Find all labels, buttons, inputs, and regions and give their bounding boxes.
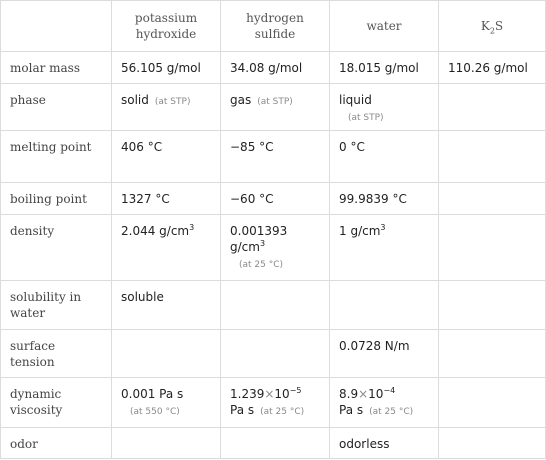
- cell-value: 34.08 g/mol: [221, 52, 330, 84]
- row-label-odor: odor: [1, 428, 112, 459]
- cell-empty: [439, 131, 546, 183]
- cell-value: 18.015 g/mol: [330, 52, 439, 84]
- cell-value: [330, 215, 439, 281]
- table-row: [1, 378, 546, 428]
- density-value: 2.044 g/cm: [121, 224, 190, 238]
- cell-empty: [112, 330, 221, 378]
- cell-value: [330, 84, 439, 131]
- cell-value: 0 °C: [330, 131, 439, 183]
- density-unit: g/cm: [230, 240, 260, 254]
- formula-subscript: 2: [489, 26, 495, 36]
- density-value: 1 g/cm: [339, 224, 381, 238]
- cell-value: [112, 378, 221, 428]
- header-hydrogen-sulfide: hydrogen sulfide: [221, 1, 330, 52]
- row-label-molar-mass: molar mass: [1, 52, 112, 84]
- condition-note: (at 25 °C): [239, 260, 284, 270]
- row-label-density: density: [1, 215, 112, 281]
- cell-value: [221, 84, 330, 131]
- row-label-phase: phase: [1, 84, 112, 131]
- cell-value: 110.26 g/mol: [439, 52, 546, 84]
- phase-value: solid: [121, 93, 149, 107]
- viscosity-mantissa: 1.239: [230, 387, 265, 401]
- cell-empty: [439, 378, 546, 428]
- power-base: 10: [368, 387, 384, 401]
- power-exponent: −5: [289, 386, 302, 395]
- condition-note: (at 550 °C): [130, 407, 180, 417]
- header-potassium-hydroxide: potassium hydroxide: [112, 1, 221, 52]
- cell-empty: [439, 215, 546, 281]
- cell-empty: [330, 281, 439, 330]
- table-row: [1, 428, 546, 459]
- phase-value: liquid: [339, 93, 372, 107]
- condition-note: (at 25 °C): [260, 407, 305, 417]
- unit-exponent: 3: [259, 239, 266, 248]
- table-row: [1, 131, 546, 183]
- cell-empty: [439, 330, 546, 378]
- formula-main: K: [480, 19, 490, 33]
- header-water: water: [330, 1, 439, 52]
- cell-value: [330, 378, 439, 428]
- table-row: [1, 281, 546, 330]
- viscosity-value: 0.001 Pa s: [121, 387, 184, 401]
- unit-exponent: 3: [380, 223, 386, 232]
- cell-value: 406 °C: [112, 131, 221, 183]
- cell-value: 56.105 g/mol: [112, 52, 221, 84]
- table-row: [1, 215, 546, 281]
- condition-note: (at 25 °C): [369, 407, 414, 417]
- density-value: 0.001393: [230, 224, 288, 238]
- header-potassium-sulfide: [439, 1, 546, 52]
- cell-value: −85 °C: [221, 131, 330, 183]
- power-base: 10: [274, 387, 290, 401]
- row-label-surface-tension: surface tension: [1, 330, 112, 378]
- cell-empty: [439, 84, 546, 131]
- formula-tail: S: [494, 19, 504, 33]
- cell-value: 99.9839 °C: [330, 183, 439, 215]
- times-sign: ×: [264, 387, 275, 401]
- cell-value: 1327 °C: [112, 183, 221, 215]
- row-label-solubility: solubility in water: [1, 281, 112, 330]
- cell-empty: [112, 428, 221, 459]
- power-exponent: −4: [383, 386, 396, 395]
- header-row: [1, 1, 546, 52]
- viscosity-unit: Pa s: [339, 403, 364, 417]
- unit-exponent: 3: [189, 223, 195, 232]
- cell-value: odorless: [330, 428, 439, 459]
- table-row: [1, 52, 546, 84]
- cell-empty: [439, 281, 546, 330]
- cell-empty: [221, 428, 330, 459]
- table-row: [1, 183, 546, 215]
- viscosity-mantissa: 8.9: [339, 387, 359, 401]
- cell-value: −60 °C: [221, 183, 330, 215]
- table-row: [1, 84, 546, 131]
- table-row: [1, 330, 546, 378]
- row-label-dynamic-viscosity: dynamic viscosity: [1, 378, 112, 428]
- viscosity-unit: Pa s: [230, 403, 255, 417]
- condition-note: (at STP): [348, 113, 384, 123]
- cell-value: [112, 215, 221, 281]
- cell-value: [112, 84, 221, 131]
- row-label-boiling-point: boiling point: [1, 183, 112, 215]
- condition-note: (at STP): [257, 97, 293, 107]
- cell-empty: [221, 281, 330, 330]
- phase-value: gas: [230, 93, 252, 107]
- cell-empty: [221, 330, 330, 378]
- times-sign: ×: [358, 387, 369, 401]
- cell-value: 0.0728 N/m: [330, 330, 439, 378]
- condition-note: (at STP): [154, 97, 191, 107]
- cell-value: soluble: [112, 281, 221, 330]
- cell-empty: [439, 428, 546, 459]
- header-corner: [1, 1, 112, 52]
- row-label-melting-point: melting point: [1, 131, 112, 183]
- cell-value: [221, 378, 330, 428]
- cell-empty: [439, 183, 546, 215]
- cell-value: [221, 215, 330, 281]
